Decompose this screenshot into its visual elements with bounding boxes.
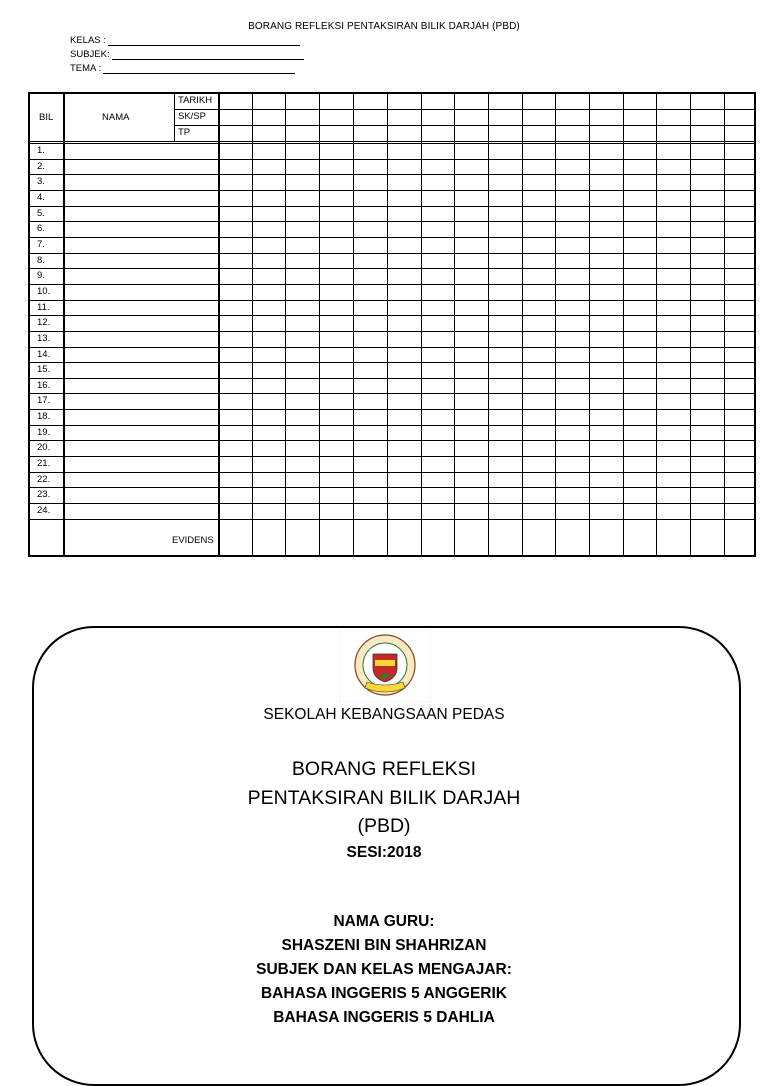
- class-item-1: BAHASA INGGERIS 5 ANGGERIK: [260, 985, 508, 1002]
- table-row-line: [30, 440, 754, 441]
- table-row-line: [30, 503, 754, 504]
- row-number: 13.: [37, 332, 51, 344]
- header-sub-line: [174, 125, 754, 126]
- row-number: 5.: [37, 207, 45, 219]
- row-number: 10.: [37, 285, 51, 297]
- kelas-label: KELAS :: [70, 35, 106, 46]
- table-row-line: [30, 519, 754, 520]
- row-number: 2.: [37, 160, 45, 172]
- table-row-line: [30, 362, 754, 363]
- assessment-grid: [28, 92, 756, 557]
- grid-column-line: [285, 94, 286, 555]
- grid-column-line: [488, 94, 489, 555]
- row-number: 23.: [37, 489, 51, 501]
- cover-title-line2: PENTAKSIRAN BILIK DARJAH: [247, 787, 521, 809]
- table-row-line: [30, 300, 754, 301]
- grid-column-line: [252, 94, 253, 555]
- row-number: 20.: [37, 442, 51, 454]
- row-number: 22.: [37, 473, 51, 485]
- subjek-label: SUBJEK:: [70, 49, 110, 60]
- table-row-line: [30, 393, 754, 394]
- grid-column-line: [174, 94, 175, 141]
- tp-label: TP: [178, 127, 191, 138]
- table-row-line: [30, 206, 754, 207]
- table-row-line: [30, 268, 754, 269]
- row-number: 1.: [37, 145, 45, 156]
- row-number: 16.: [37, 379, 51, 391]
- table-row-line: [30, 284, 754, 285]
- bil-header: BIL: [39, 112, 54, 123]
- cover-title-line3: (PBD): [357, 815, 411, 837]
- row-number: 12.: [37, 317, 51, 329]
- kelas-blank: [108, 36, 300, 46]
- school-logo: [339, 630, 431, 702]
- row-number: 3.: [37, 176, 45, 188]
- table-row-line: [30, 159, 754, 160]
- grid-column-line: [656, 94, 657, 555]
- evidens-label: EVIDENS: [172, 535, 214, 546]
- row-number: 19.: [37, 426, 51, 438]
- row-number: 4.: [37, 192, 45, 203]
- grid-column-line: [319, 94, 320, 555]
- sksp-label: SK/SP: [178, 111, 206, 122]
- table-row-line: [30, 472, 754, 473]
- table-row-line: [30, 221, 754, 222]
- school-name: SEKOLAH KEBANGSAAN PEDAS: [263, 706, 505, 723]
- table-row-line: [30, 315, 754, 316]
- grid-column-line: [724, 94, 725, 555]
- row-number: 18.: [37, 411, 51, 423]
- header-bottom-line: [30, 141, 754, 142]
- grid-column-line: [353, 94, 354, 555]
- teacher-label: NAMA GURU:: [333, 913, 435, 930]
- table-row-line: [30, 487, 754, 488]
- grid-column-line: [589, 94, 590, 555]
- row-number: 8.: [37, 254, 45, 266]
- nama-header: NAMA: [102, 112, 130, 123]
- tema-label: TEMA :: [70, 63, 102, 74]
- grid-column-line: [421, 94, 422, 555]
- session-label: SESI:2018: [346, 844, 422, 861]
- cover-title-line1: BORANG REFLEKSI: [291, 758, 477, 780]
- grid-column-line: [522, 94, 523, 555]
- teacher-name: SHASZENI BIN SHAHRIZAN: [281, 937, 487, 954]
- table-row-line: [30, 190, 754, 191]
- grid-column-line: [623, 94, 624, 555]
- table-row-line: [30, 237, 754, 238]
- row-number: 15.: [37, 364, 51, 376]
- class-item-2: BAHASA INGGERIS 5 DAHLIA: [273, 1009, 495, 1026]
- table-row-line: [30, 331, 754, 332]
- row-number: 11.: [37, 301, 50, 313]
- table-row-line: [30, 347, 754, 348]
- table-row-line: [30, 409, 754, 410]
- header-sub-line: [174, 109, 754, 110]
- subjek-blank: [112, 50, 304, 60]
- subject-class-label: SUBJEK DAN KELAS MENGAJAR:: [256, 961, 512, 978]
- tema-field: [70, 63, 295, 74]
- grid-column-line: [454, 94, 455, 555]
- grid-divider-line: [219, 94, 220, 555]
- row-number: 17.: [37, 395, 51, 407]
- kelas-field: [70, 35, 300, 46]
- grid-divider-line: [64, 94, 65, 555]
- row-number: 7.: [37, 238, 45, 250]
- form-title: BORANG REFLEKSI PENTAKSIRAN BILIK DARJAH (PBD): [248, 21, 520, 32]
- grid-column-line: [555, 94, 556, 555]
- grid-column-line: [387, 94, 388, 555]
- row-number: 24.: [37, 504, 51, 516]
- table-row-line: [30, 456, 754, 457]
- row-number: 21.: [37, 458, 51, 469]
- tema-blank: [103, 64, 295, 74]
- table-row-line: [30, 425, 754, 426]
- grid-column-line: [690, 94, 691, 555]
- table-row-line: [30, 174, 754, 175]
- table-row-line: [30, 253, 754, 254]
- table-row-line: [30, 378, 754, 379]
- row-number: 14.: [37, 348, 51, 360]
- header-bottom-line: [30, 143, 754, 144]
- row-number: 9.: [37, 270, 45, 282]
- row-number: 6.: [37, 223, 45, 235]
- subjek-field: [70, 49, 304, 60]
- tarikh-label: TARIKH: [178, 95, 213, 106]
